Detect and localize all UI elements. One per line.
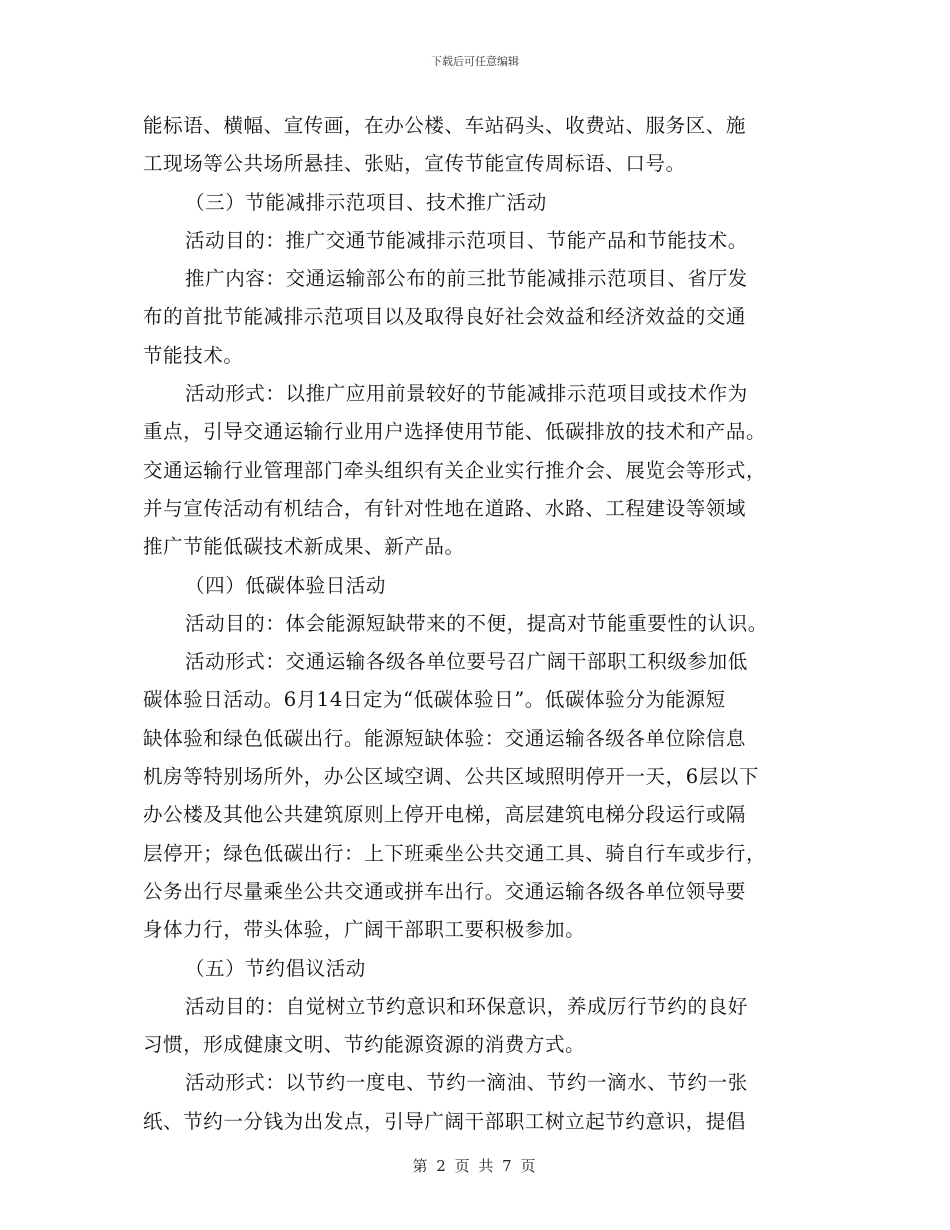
text-line: 活动目的：体会能源短缺带来的不便，提高对节能重要性的认识。 — [185, 611, 768, 635]
text-line: 活动形式：以推广应用前景较好的节能减排示范项目或技术作为 — [185, 382, 748, 406]
text-line: 缺体验和绿色低碳出行。能源短缺体验：交通运输各级各单位除信息 — [143, 726, 747, 750]
text-line: 推广节能低碳技术新成果、新产品。 — [143, 535, 465, 559]
text-line: 活动目的：自觉树立节约意识和环保意识，养成厉行节约的良好 — [185, 994, 748, 1018]
text-line: 机房等特别场所外，办公区域空调、公共区域照明停开一天，6层以下 — [143, 765, 760, 789]
text-line: 纸、节约一分钱为出发点，引导广阔干部职工树立起节约意识，提倡 — [143, 1109, 747, 1133]
text-line: 活动目的：推广交通节能减排示范项目、节能产品和节能技术。 — [185, 228, 748, 252]
text-line: 布的首批节能减排示范项目以及取得良好社会效益和经济效益的交通 — [143, 305, 747, 329]
text-line: 交通运输行业管理部门牵头组织有关企业实行推介会、展览会等形式， — [143, 458, 767, 482]
text-line: 碳体验日活动。6月14日定为“低碳体验日”。低碳体验分为能源短 — [143, 688, 726, 712]
page-header: 下载后可任意编辑 — [431, 55, 519, 68]
text-line: 活动形式：以节约一度电、节约一滴油、节约一滴水、节约一张 — [185, 1071, 748, 1095]
section-heading: （三）节能减排示范项目、技术推广活动 — [185, 190, 547, 214]
text-line: 身体力行，带头体验，广阔干部职工要积极参加。 — [143, 918, 586, 942]
document-body — [143, 107, 813, 1141]
page-footer: 第 2 页 共 7 页 — [412, 1157, 538, 1175]
text-line: 工现场等公共场所悬挂、张贴，宣传节能宣传周标语、口号。 — [143, 152, 686, 176]
text-line: 重点，引导交通运输行业用户选择使用节能、低碳排放的技术和产品。 — [143, 420, 767, 444]
text-line: 层停开；绿色低碳出行：上下班乘坐公共交通工具、骑自行车或步行， — [143, 841, 767, 865]
text-line: 并与宣传活动有机结合，有针对性地在道路、水路、工程建设等领域 — [143, 496, 747, 520]
text-line: 办公楼及其他公共建筑原则上停开电梯，高层建筑电梯分段运行或隔 — [143, 803, 747, 827]
section-heading: （四）低碳体验日活动 — [185, 573, 387, 597]
text-line: 节能技术。 — [143, 343, 244, 367]
text-line: 推广内容：交通运输部公布的前三批节能减排示范项目、省厅发 — [185, 267, 748, 291]
text-line: 习惯，形成健康文明、节约能源资源的消费方式。 — [143, 1033, 586, 1057]
text-line: 活动形式：交通运输各级各单位要号召广阔干部职工积级参加低 — [185, 650, 748, 674]
text-line: 公务出行尽量乘坐公共交通或拼车出行。交通运输各级各单位领导要 — [143, 879, 747, 903]
section-heading: （五）节约倡议活动 — [185, 956, 366, 980]
text-line: 能标语、横幅、宣传画，在办公楼、车站码头、收费站、服务区、施 — [143, 114, 747, 137]
